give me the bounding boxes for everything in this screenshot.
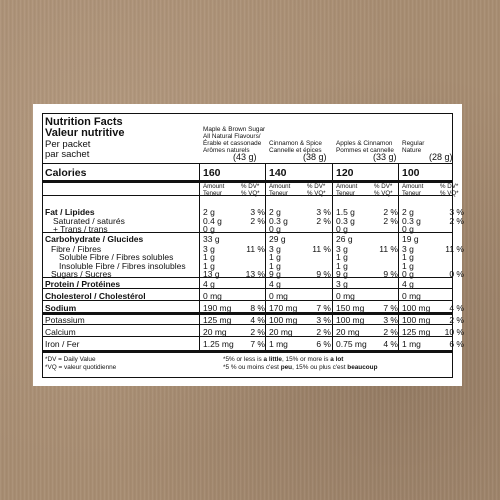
footnote-text: , 15% ou plus c'est <box>292 364 348 371</box>
nutrient-amount: 0 mg <box>336 291 355 301</box>
dv-header-fr: % VQ* <box>241 190 260 197</box>
nutrient-amount: 2 g <box>269 207 281 217</box>
nutrient-amount: 33 g <box>203 234 220 244</box>
nutrient-amount: 1 g <box>402 260 414 271</box>
nutrient-amount: 4 g <box>402 279 414 289</box>
variety-weight: (28 g) <box>429 152 453 162</box>
dv-header-fr: % VQ* <box>440 190 459 197</box>
nutrient-amount: 19 g <box>402 234 419 244</box>
nutrient-dv: 3 % <box>316 315 331 325</box>
nutrient-amount: 20 mg <box>203 327 227 337</box>
nutrient-amount: 100 mg <box>402 303 431 313</box>
nutrient-amount: 3 g <box>402 243 414 254</box>
footnote-text: *5% or less is <box>223 356 264 363</box>
nutrient-label: Calcium <box>45 327 76 337</box>
nutrient-dv: 4 % <box>250 315 265 325</box>
per-en: Per packet <box>45 139 91 150</box>
nutrient-amount: 1.5 g <box>336 207 355 217</box>
nutrient-amount: 100 mg <box>336 315 365 325</box>
variety-header-maple <box>203 126 265 154</box>
nutrient-label: Sugars / Sucres <box>51 269 112 279</box>
nutrient-dv: 2 % <box>449 215 464 226</box>
title-fr: Valeur nutritive <box>45 127 125 139</box>
nutrient-amount: 1 g <box>336 252 348 262</box>
nutrient-dv: 11 % <box>312 243 331 254</box>
nutrient-amount: 9 g <box>269 269 281 279</box>
nutrient-amount: 170 mg <box>269 303 298 313</box>
variety-name: Érable et cassonade <box>203 140 262 147</box>
nutrient-dv: 10 % <box>444 327 464 337</box>
footnote-text: , 15% or more is <box>281 356 331 363</box>
dv-header-en: % DV* <box>374 183 393 190</box>
nutrient-label: Sodium <box>45 303 77 313</box>
nutrient-label: Fibre / Fibres <box>51 243 102 254</box>
footnote-text: *5 % ou moins c'est <box>223 364 281 371</box>
nutrient-dv: 2 % <box>449 315 464 325</box>
nutrient-amount: 0.3 g <box>336 215 355 226</box>
nutrient-dv: 11 % <box>445 243 464 254</box>
nutrient-dv: 4 % <box>449 303 464 313</box>
nutrient-amount: 125 mg <box>203 315 232 325</box>
rule-before-calories <box>43 163 452 164</box>
nutrient-amount: 1 g <box>269 252 281 262</box>
amount-header-en: Amount <box>402 183 424 190</box>
variety-name: Apples & Cinnamon <box>336 140 393 147</box>
variety-name: Cinnamon & Spice <box>269 140 322 147</box>
nutrient-label: Protein / Protéines <box>45 279 121 289</box>
nutrient-dv: 11 % <box>246 243 265 254</box>
nutrient-amount: 0 g <box>336 224 348 234</box>
nutrient-amount: 100 mg <box>402 315 431 325</box>
footnote-rule-fr <box>223 364 377 372</box>
nutrient-dv: 2 % <box>250 327 265 337</box>
nutrient-dv: 2 % <box>316 327 331 337</box>
nutrient-dv: 2 % <box>383 215 398 226</box>
dv-header-en: % DV* <box>307 183 326 190</box>
amount-header-en: Amount <box>269 183 291 190</box>
variety-weight: (43 g) <box>233 152 257 162</box>
footnote-emphasis: beaucoup <box>347 364 378 371</box>
dv-header-fr: % VQ* <box>307 190 326 197</box>
nutrient-amount: 20 mg <box>336 327 360 337</box>
nutrient-amount: 0 mg <box>269 291 288 301</box>
nutrient-dv: 2 % <box>250 215 265 226</box>
nutrient-amount: 150 mg <box>336 303 365 313</box>
variety-weight: (38 g) <box>303 152 327 162</box>
variety-name: All Natural Flavours/ <box>203 133 261 140</box>
nutrient-dv: 2 % <box>316 215 331 226</box>
nutrient-dv: 9 % <box>316 269 331 279</box>
variety-name: Maple & Brown Sugar <box>203 126 266 133</box>
nutrition-facts-table <box>42 113 464 378</box>
nutrient-label: Insoluble Fibre / Fibres insolubles <box>59 260 186 271</box>
nutrient-amount: 0.3 g <box>402 215 421 226</box>
footnote-dv-fr: *VQ = valeur quotidienne <box>45 364 117 371</box>
nutrient-label: Saturated / saturés <box>53 215 125 226</box>
nutrient-dv: 9 % <box>383 269 398 279</box>
nutrient-amount: 0 mg <box>402 291 421 301</box>
nutrient-amount: 29 g <box>269 234 286 244</box>
nutrient-dv: 2 % <box>383 327 398 337</box>
footnote-emphasis: peu <box>280 364 293 371</box>
variety-name: Nature <box>402 147 422 154</box>
nutrient-dv: 0 % <box>449 269 464 279</box>
amount-header-fr: Teneur <box>203 190 222 197</box>
nutrient-amount: 3 g <box>269 243 281 254</box>
nutrient-amount: 1 mg <box>402 339 421 349</box>
footnote-emphasis: a little <box>263 356 282 363</box>
column-divider <box>398 163 399 350</box>
nutrient-amount: 0.3 g <box>269 215 288 226</box>
column-divider <box>265 163 266 350</box>
table-rule <box>43 195 452 196</box>
calories-label: Calories <box>45 167 87 179</box>
nutrient-amount: 1.25 mg <box>203 339 234 349</box>
nutrient-label: Carbohydrate / Glucides <box>45 234 144 244</box>
nutrient-amount: 190 mg <box>203 303 232 313</box>
amount-header-fr: Teneur <box>336 190 355 197</box>
variety-name: Arômes naturels <box>203 147 250 154</box>
nutrient-amount: 0 g <box>203 224 215 234</box>
nutrient-dv: 6 % <box>316 339 331 349</box>
nutrient-amount: 9 g <box>336 269 348 279</box>
footnote-rule-en <box>223 356 343 364</box>
nutrient-label: Potassium <box>45 315 85 325</box>
nutrient-dv: 3 % <box>383 315 398 325</box>
dv-header-en: % DV* <box>241 183 260 190</box>
footnote-emphasis: a lot <box>330 356 344 363</box>
amount-header-en: Amount <box>336 183 358 190</box>
nutrient-amount: 0 mg <box>203 291 222 301</box>
title-en: Nutrition Facts <box>45 116 123 128</box>
column-divider <box>199 163 200 350</box>
column-divider <box>332 163 333 350</box>
nutrient-label: Cholesterol / Cholestérol <box>45 291 146 301</box>
footnote-dv-en: *DV = Daily Value <box>45 356 96 363</box>
nutrient-amount: 1 g <box>203 260 215 271</box>
amount-header-fr: Teneur <box>402 190 421 197</box>
nutrient-dv: 3 % <box>316 207 331 217</box>
nutrition-label-panel <box>33 104 462 386</box>
variety-header-regular <box>402 140 424 154</box>
table-rule <box>43 350 452 353</box>
per-fr: par sachet <box>45 149 90 160</box>
nutrient-amount: 3 g <box>203 243 215 254</box>
calories-value: 140 <box>269 167 287 179</box>
dv-header-fr: % VQ* <box>374 190 393 197</box>
nutrient-dv: 6 % <box>449 339 464 349</box>
nutrient-dv: 7 % <box>250 339 265 349</box>
nutrient-dv: 4 % <box>383 339 398 349</box>
nutrient-dv: 11 % <box>379 243 398 254</box>
nutrient-amount: 0 g <box>402 224 414 234</box>
calories-value: 120 <box>336 167 354 179</box>
amount-header-fr: Teneur <box>269 190 288 197</box>
nutrient-amount: 4 g <box>203 279 215 289</box>
nutrient-amount: 2 g <box>402 207 414 217</box>
nutrient-amount: 1 mg <box>269 339 288 349</box>
nutrient-dv: 7 % <box>383 303 398 313</box>
nutrient-dv: 8 % <box>250 303 265 313</box>
dv-header-en: % DV* <box>440 183 459 190</box>
nutrient-label: Soluble Fibre / Fibres solubles <box>59 252 174 262</box>
nutrient-amount: 3 g <box>336 243 348 254</box>
nutrient-amount: 100 mg <box>269 315 298 325</box>
nutrient-amount: 1 g <box>269 260 281 271</box>
nutrient-amount: 1 g <box>203 252 215 262</box>
nutrient-amount: 1 g <box>402 252 414 262</box>
nutrient-amount: 13 g <box>203 269 220 279</box>
nutrient-amount: 0 g <box>269 224 281 234</box>
variety-name: Pommes et cannelle <box>336 147 394 154</box>
nutrient-amount: 1 g <box>336 260 348 271</box>
nutrient-amount: 0.4 g <box>203 215 222 226</box>
nutrient-dv: 7 % <box>316 303 331 313</box>
calories-value: 100 <box>402 167 420 179</box>
nutrient-dv: 3 % <box>449 207 464 217</box>
variety-weight: (33 g) <box>373 152 397 162</box>
calories-value: 160 <box>203 167 221 179</box>
nutrient-amount: 26 g <box>336 234 353 244</box>
nutrient-dv: 3 % <box>250 207 265 217</box>
nutrient-label: Fat / Lipides <box>45 207 95 217</box>
nutrient-label: Iron / Fer <box>45 339 80 349</box>
nutrient-amount: 0.75 mg <box>336 339 367 349</box>
nutrient-amount: 4 g <box>269 279 281 289</box>
nutrient-amount: 0 g <box>402 269 414 279</box>
amount-header-en: Amount <box>203 183 225 190</box>
variety-name: Cannelle et épices <box>269 147 322 154</box>
nutrient-label: + Trans / trans <box>53 224 108 234</box>
nutrient-dv: 13 % <box>245 269 265 279</box>
nutrient-amount: 125 mg <box>402 327 431 337</box>
nutrient-amount: 3 g <box>336 279 348 289</box>
variety-name: Regular <box>402 140 425 147</box>
nutrient-amount: 20 mg <box>269 327 293 337</box>
nutrient-amount: 2 g <box>203 207 215 217</box>
nutrient-dv: 2 % <box>383 207 398 217</box>
